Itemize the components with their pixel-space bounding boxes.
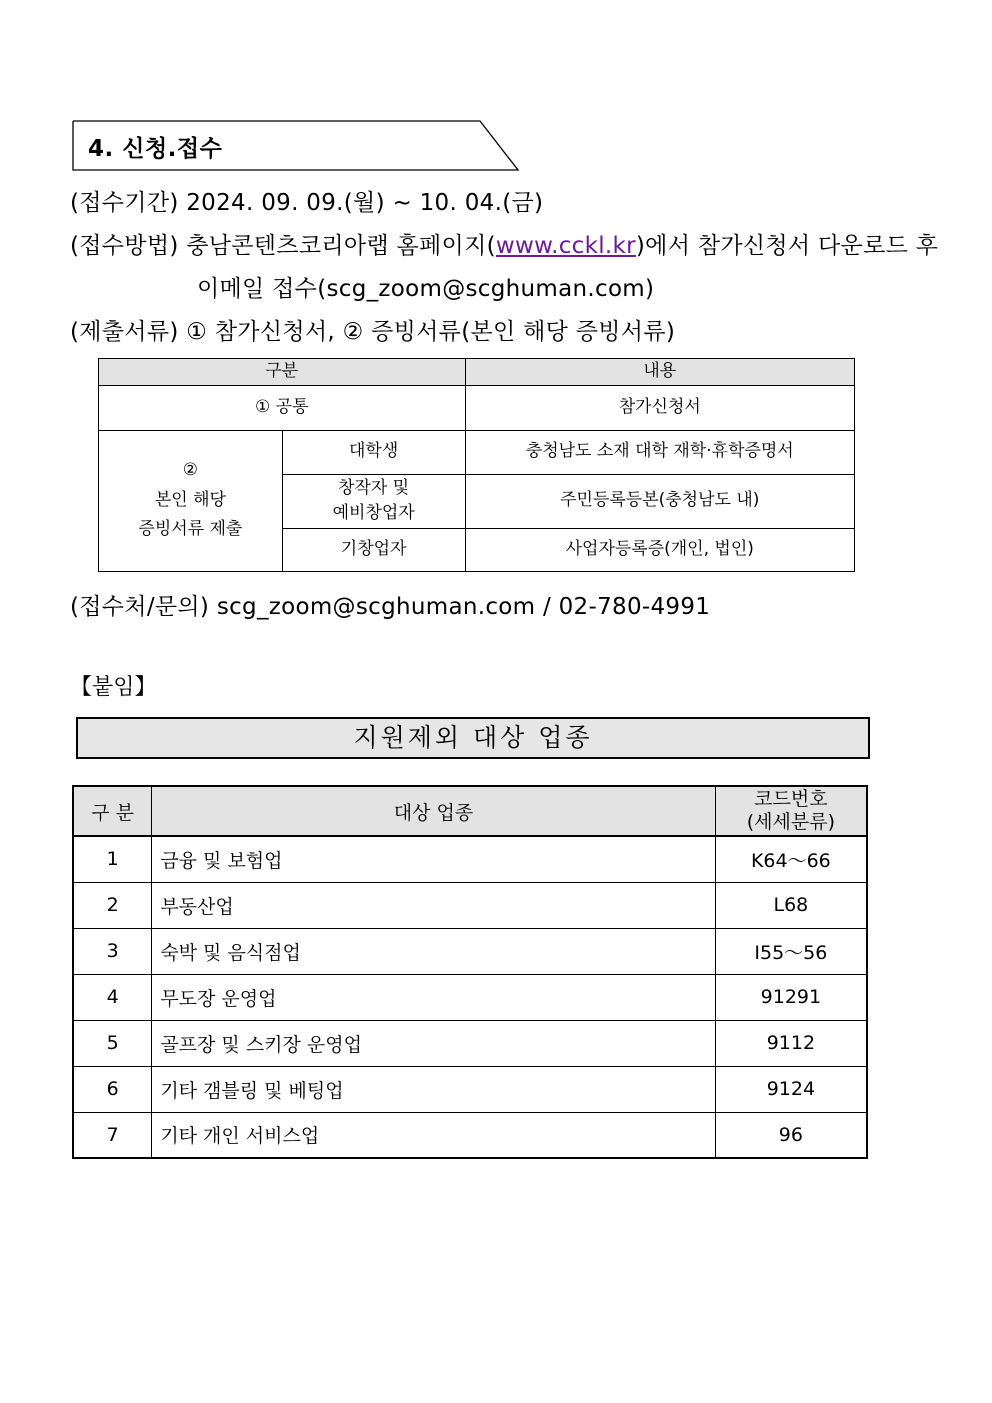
row-code: I55～56: [715, 928, 867, 974]
group-line2: 증빙서류 제출: [138, 519, 243, 540]
header-code-line1: 코드번호: [754, 788, 828, 811]
website-link[interactable]: www.cckl.kr: [495, 233, 636, 259]
contact-line: [70, 588, 710, 621]
row-no: 1: [73, 836, 152, 882]
common-content: 참가신청서: [465, 385, 855, 430]
docs-line: [70, 313, 675, 346]
header-industry: 대상 업종: [152, 786, 715, 836]
row-industry: 부동산업: [152, 882, 715, 928]
table-row: [73, 1066, 867, 1112]
table-row: [99, 430, 855, 474]
row-no: 7: [73, 1112, 152, 1158]
row-code: 91291: [715, 974, 867, 1020]
row-no: 5: [73, 1020, 152, 1066]
submission-docs-table: [98, 358, 855, 572]
type-line1: 창작자 및: [338, 477, 410, 498]
row-industry: 금융 및 보험업: [152, 836, 715, 882]
table-row: [99, 385, 855, 430]
table-row: [73, 836, 867, 882]
table-row: [73, 882, 867, 928]
docs-label: (제출서류): [70, 319, 179, 345]
method-label: (접수방법): [70, 233, 179, 259]
group-cell: [99, 430, 283, 571]
row-industry: 기타 갬블링 및 베팅업: [152, 1066, 715, 1112]
contact-label: (접수처/문의): [70, 594, 210, 620]
period-value: 2024. 09. 09.(월) ~ 10. 04.(금): [186, 190, 544, 216]
excluded-industries-banner: 지원제외 대상 업종: [76, 717, 870, 759]
period-label: (접수기간): [70, 190, 179, 216]
header-code-line2: (세세분류): [746, 811, 835, 833]
row-code: 9112: [715, 1020, 867, 1066]
row-code: K64～66: [715, 836, 867, 882]
table-row: [73, 974, 867, 1020]
table-header-row: [73, 786, 867, 836]
row-code: 96: [715, 1112, 867, 1158]
row-industry: 기타 개인 서비스업: [152, 1112, 715, 1158]
contact-value: scg_zoom@scghuman.com / 02-780-4991: [216, 594, 711, 620]
table-header-row: [99, 359, 855, 386]
method-text-before: 충남콘텐츠코리아랩 홈페이지(: [186, 233, 496, 259]
table-row: [73, 1020, 867, 1066]
group-line1: 본인 해당: [154, 489, 226, 510]
method-line2: 이메일 접수(scg_zoom@scghuman.com): [197, 276, 655, 302]
section-header: [72, 120, 520, 172]
content-cell: 사업자등록증(개인, 법인): [465, 528, 855, 571]
excluded-industries-table: [72, 785, 868, 1159]
section-title: 4. 신청.접수: [88, 136, 223, 162]
row-no: 2: [73, 882, 152, 928]
header-no: 구 분: [73, 786, 152, 836]
docs-value: ① 참가신청서, ② 증빙서류(본인 해당 증빙서류): [186, 319, 676, 345]
common-category: ① 공통: [99, 385, 466, 430]
period-line: [70, 184, 543, 217]
type-cell: 기창업자: [282, 528, 465, 571]
method-line: [70, 227, 938, 260]
group-num: ②: [182, 460, 198, 481]
row-no: 6: [73, 1066, 152, 1112]
table-row: [73, 1112, 867, 1158]
type-cell: [282, 474, 465, 528]
header-code: [715, 786, 867, 836]
type-cell: 대학생: [282, 430, 465, 474]
header-category: 구분: [99, 359, 466, 386]
content-cell: 충청남도 소재 대학 재학·휴학증명서: [465, 430, 855, 474]
row-industry: 숙박 및 음식점업: [152, 928, 715, 974]
content-cell: 주민등록등본(충청남도 내): [465, 474, 855, 528]
row-no: 4: [73, 974, 152, 1020]
method-text-after: )에서 참가신청서 다운로드 후: [635, 233, 939, 259]
row-no: 3: [73, 928, 152, 974]
row-code: 9124: [715, 1066, 867, 1112]
row-code: L68: [715, 882, 867, 928]
row-industry: 골프장 및 스키장 운영업: [152, 1020, 715, 1066]
attachment-label: 【붙임】: [70, 675, 157, 700]
header-content: 내용: [465, 359, 855, 386]
row-industry: 무도장 운영업: [152, 974, 715, 1020]
table-row: [73, 928, 867, 974]
type-line2: 예비창업자: [332, 503, 415, 523]
